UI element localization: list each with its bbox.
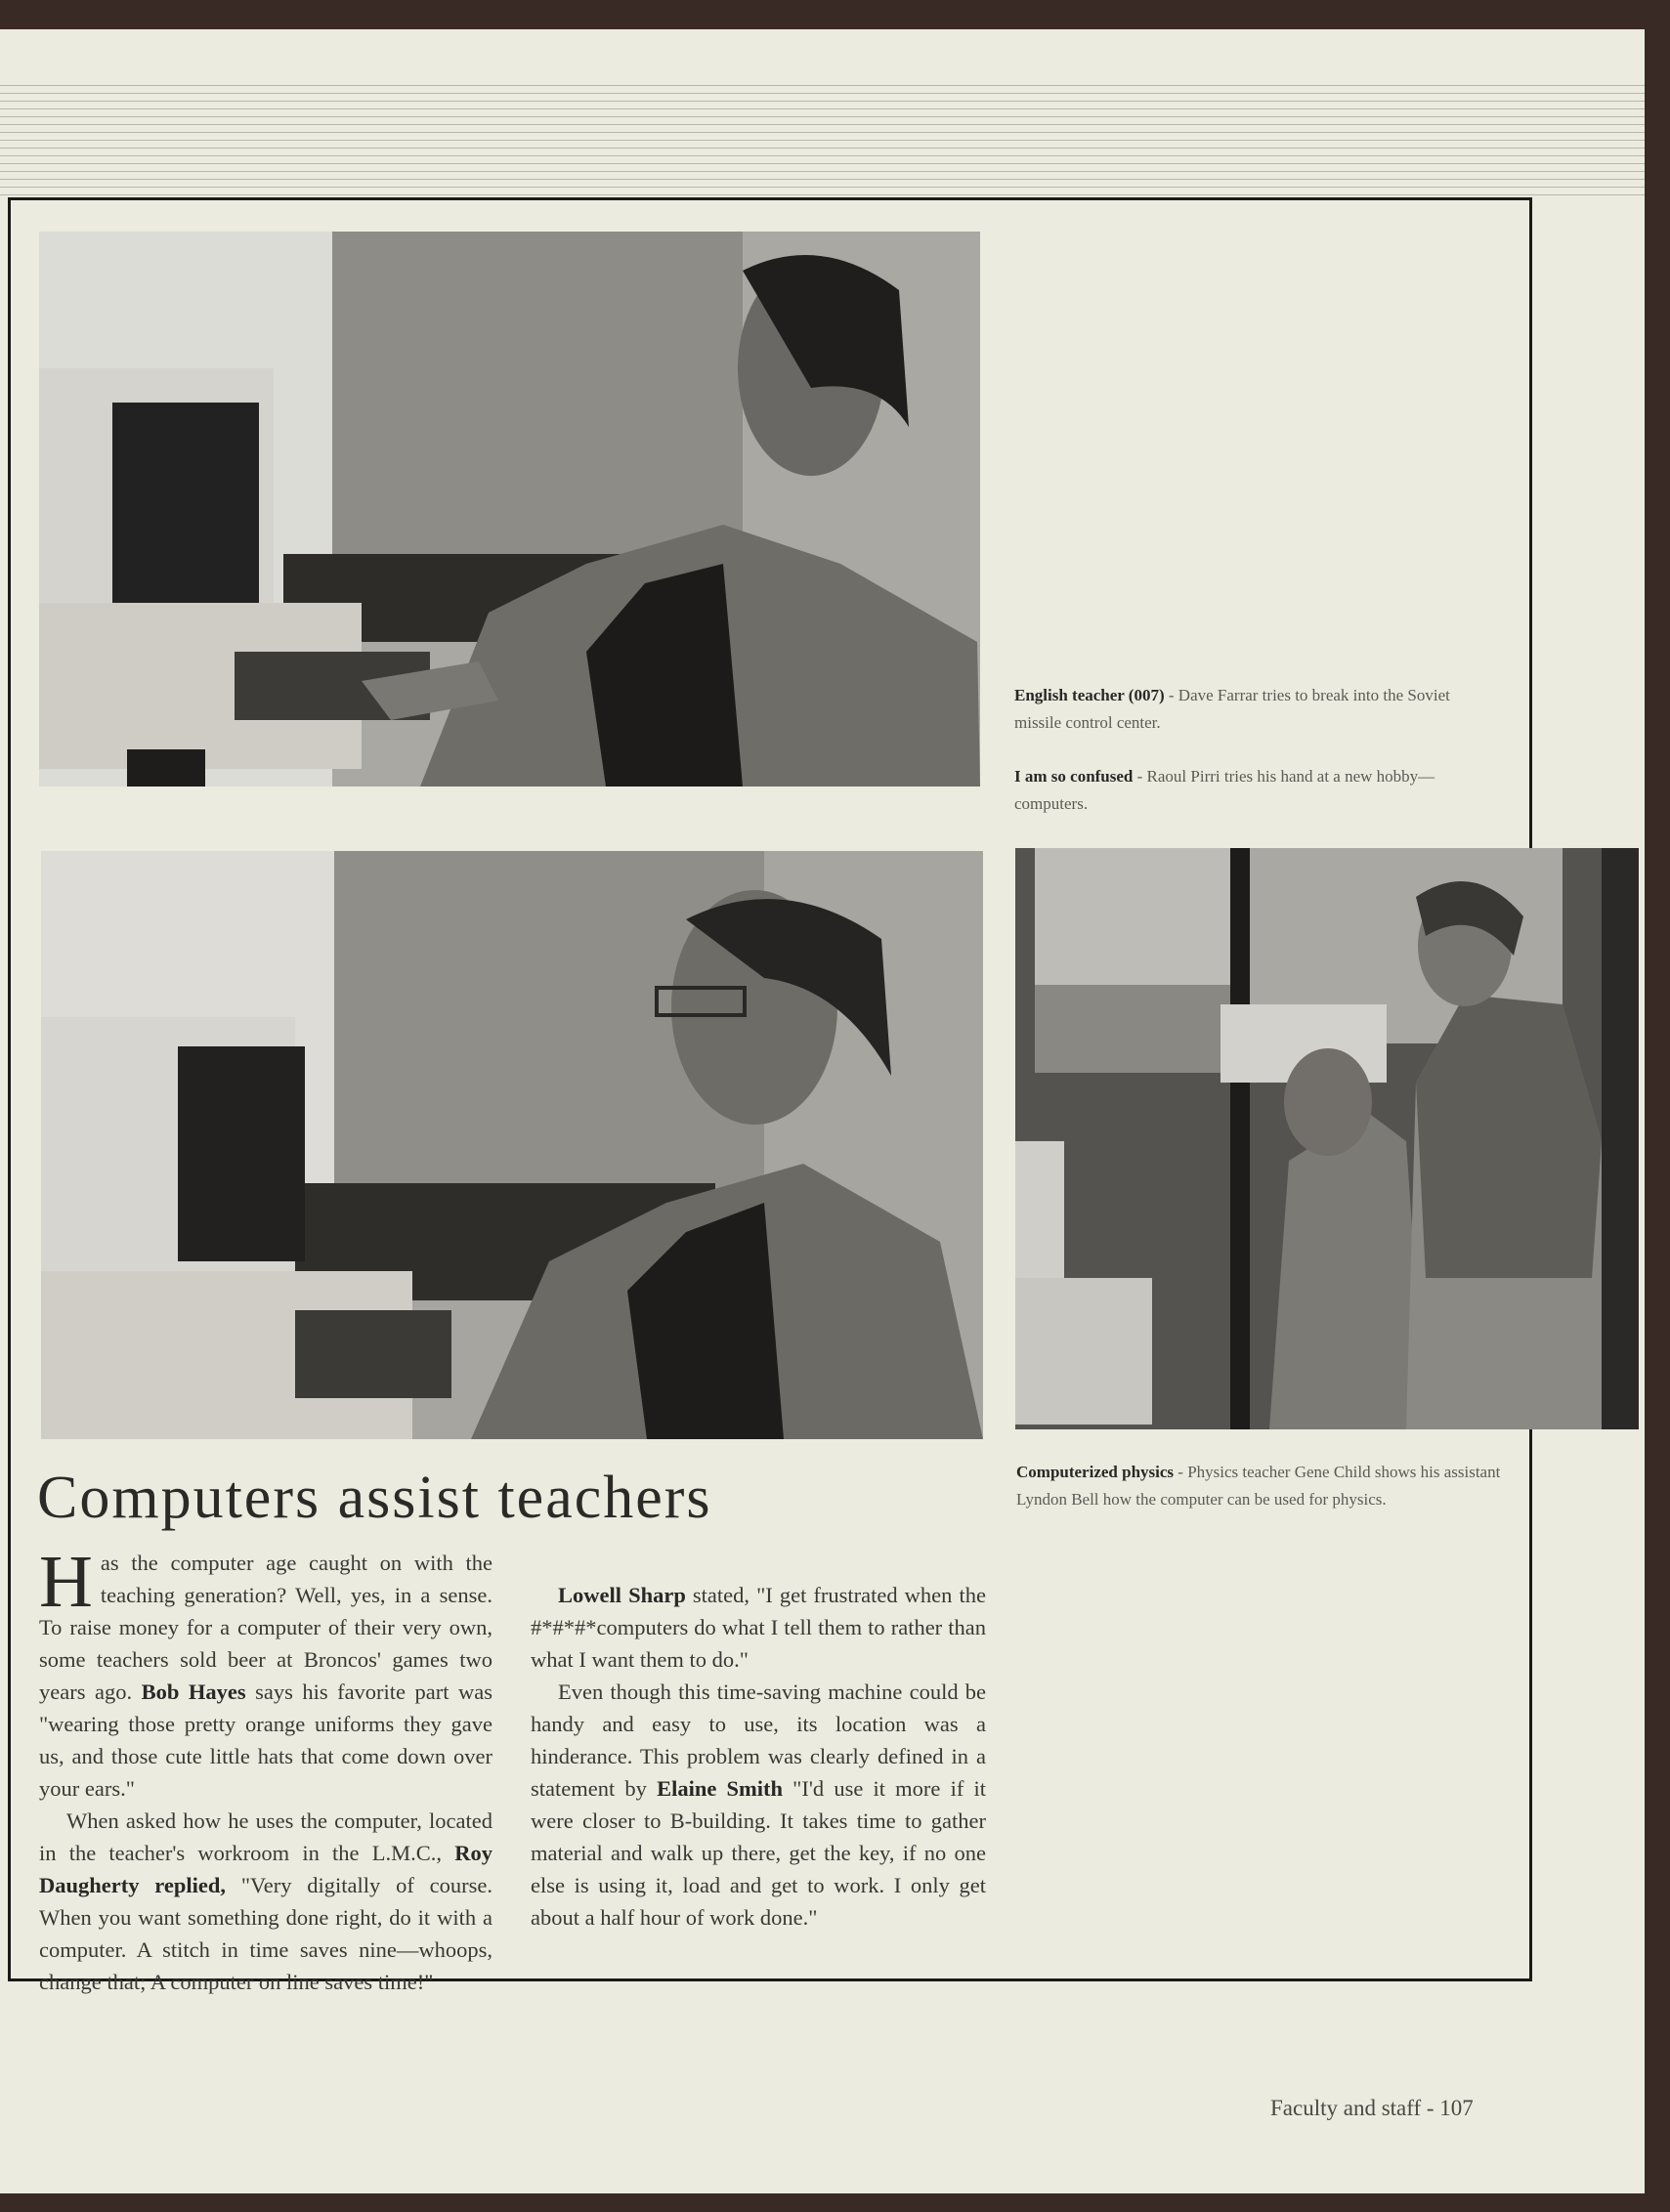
name-elaine-smith: Elaine Smith bbox=[657, 1776, 784, 1801]
paragraph-2-text-b: "Very digitally of course. When you want something done right, do it with a computer. A stitch in time saves nine—whoops, change that; A computer on line saves time!" bbox=[39, 1873, 492, 1994]
paragraph-1 bbox=[39, 1541, 492, 1805]
paragraph-1-text-b: says his favorite part was "wearing those pretty orange uniforms they gave us, and those cute little hats that come down over your ears." bbox=[39, 1680, 492, 1801]
paragraph-2 bbox=[39, 1805, 492, 1998]
caption-farrar-text: - Dave Farrar tries to break into the Soviet missile control center. bbox=[1014, 686, 1450, 732]
paragraph-2-text-a: When asked how he uses the computer, located in the teacher's workroom in the L.M.C., bbox=[39, 1808, 492, 1865]
name-bob-hayes: Bob Hayes bbox=[141, 1680, 246, 1704]
paragraph-4-text-a: Even though this time-saving machine could be handy and easy to use, its location was a hinderance. This problem was clearly defined in a statement by bbox=[531, 1680, 986, 1801]
caption-pirri bbox=[1014, 763, 1464, 818]
paragraph-4 bbox=[531, 1676, 986, 1934]
name-lowell-sharp: Lowell Sharp bbox=[558, 1583, 686, 1607]
caption-child bbox=[1016, 1459, 1510, 1540]
caption-pirri-text: - Raoul Pirri tries his hand at a new hobby—computers. bbox=[1014, 767, 1435, 813]
paragraph-1-text-a: as the computer age caught on with the teaching generation? Well, yes, in a sense. To raise money for a computer of their very own, some teachers sold beer at Broncos' games two years ago. bbox=[39, 1551, 492, 1704]
paragraph-4-text-b: "I'd use it more if it were closer to B-building. It takes time to gather material and walk up there, get the key, if no one else is using it, load and get to work. I only get about a half hour of work done." bbox=[531, 1776, 986, 1930]
paragraph-3-text: stated, "I get frustrated when the #*#*#*computers do what I tell them to rather than what I want them to do." bbox=[531, 1583, 986, 1672]
photo-child-and-bell bbox=[1015, 848, 1639, 1429]
article-column-1 bbox=[39, 1541, 492, 1998]
drop-cap: H bbox=[39, 1541, 93, 1623]
caption-farrar-title: English teacher (007) bbox=[1014, 686, 1165, 704]
decorative-rule-lines bbox=[0, 78, 1645, 195]
article-headline: Computers assist teachers bbox=[37, 1465, 712, 1531]
photo-farrar-at-computer bbox=[39, 232, 980, 787]
caption-child-text: - Physics teacher Gene Child shows his assistant Lyndon Bell how the computer can be used for physics. bbox=[1016, 1463, 1501, 1509]
article-column-2 bbox=[531, 1579, 986, 1934]
caption-child-title: Computerized physics bbox=[1016, 1463, 1175, 1481]
caption-farrar bbox=[1014, 682, 1464, 737]
yearbook-page bbox=[0, 29, 1645, 2193]
name-roy-daugherty: Roy Daugherty replied, bbox=[39, 1841, 492, 1897]
photo-pirri-at-computer bbox=[41, 851, 983, 1439]
paragraph-3 bbox=[531, 1579, 986, 1676]
captions-top-right bbox=[1014, 682, 1464, 844]
caption-pirri-title: I am so confused bbox=[1014, 767, 1134, 786]
page-folio: Faculty and staff - 107 bbox=[1270, 2096, 1474, 2120]
